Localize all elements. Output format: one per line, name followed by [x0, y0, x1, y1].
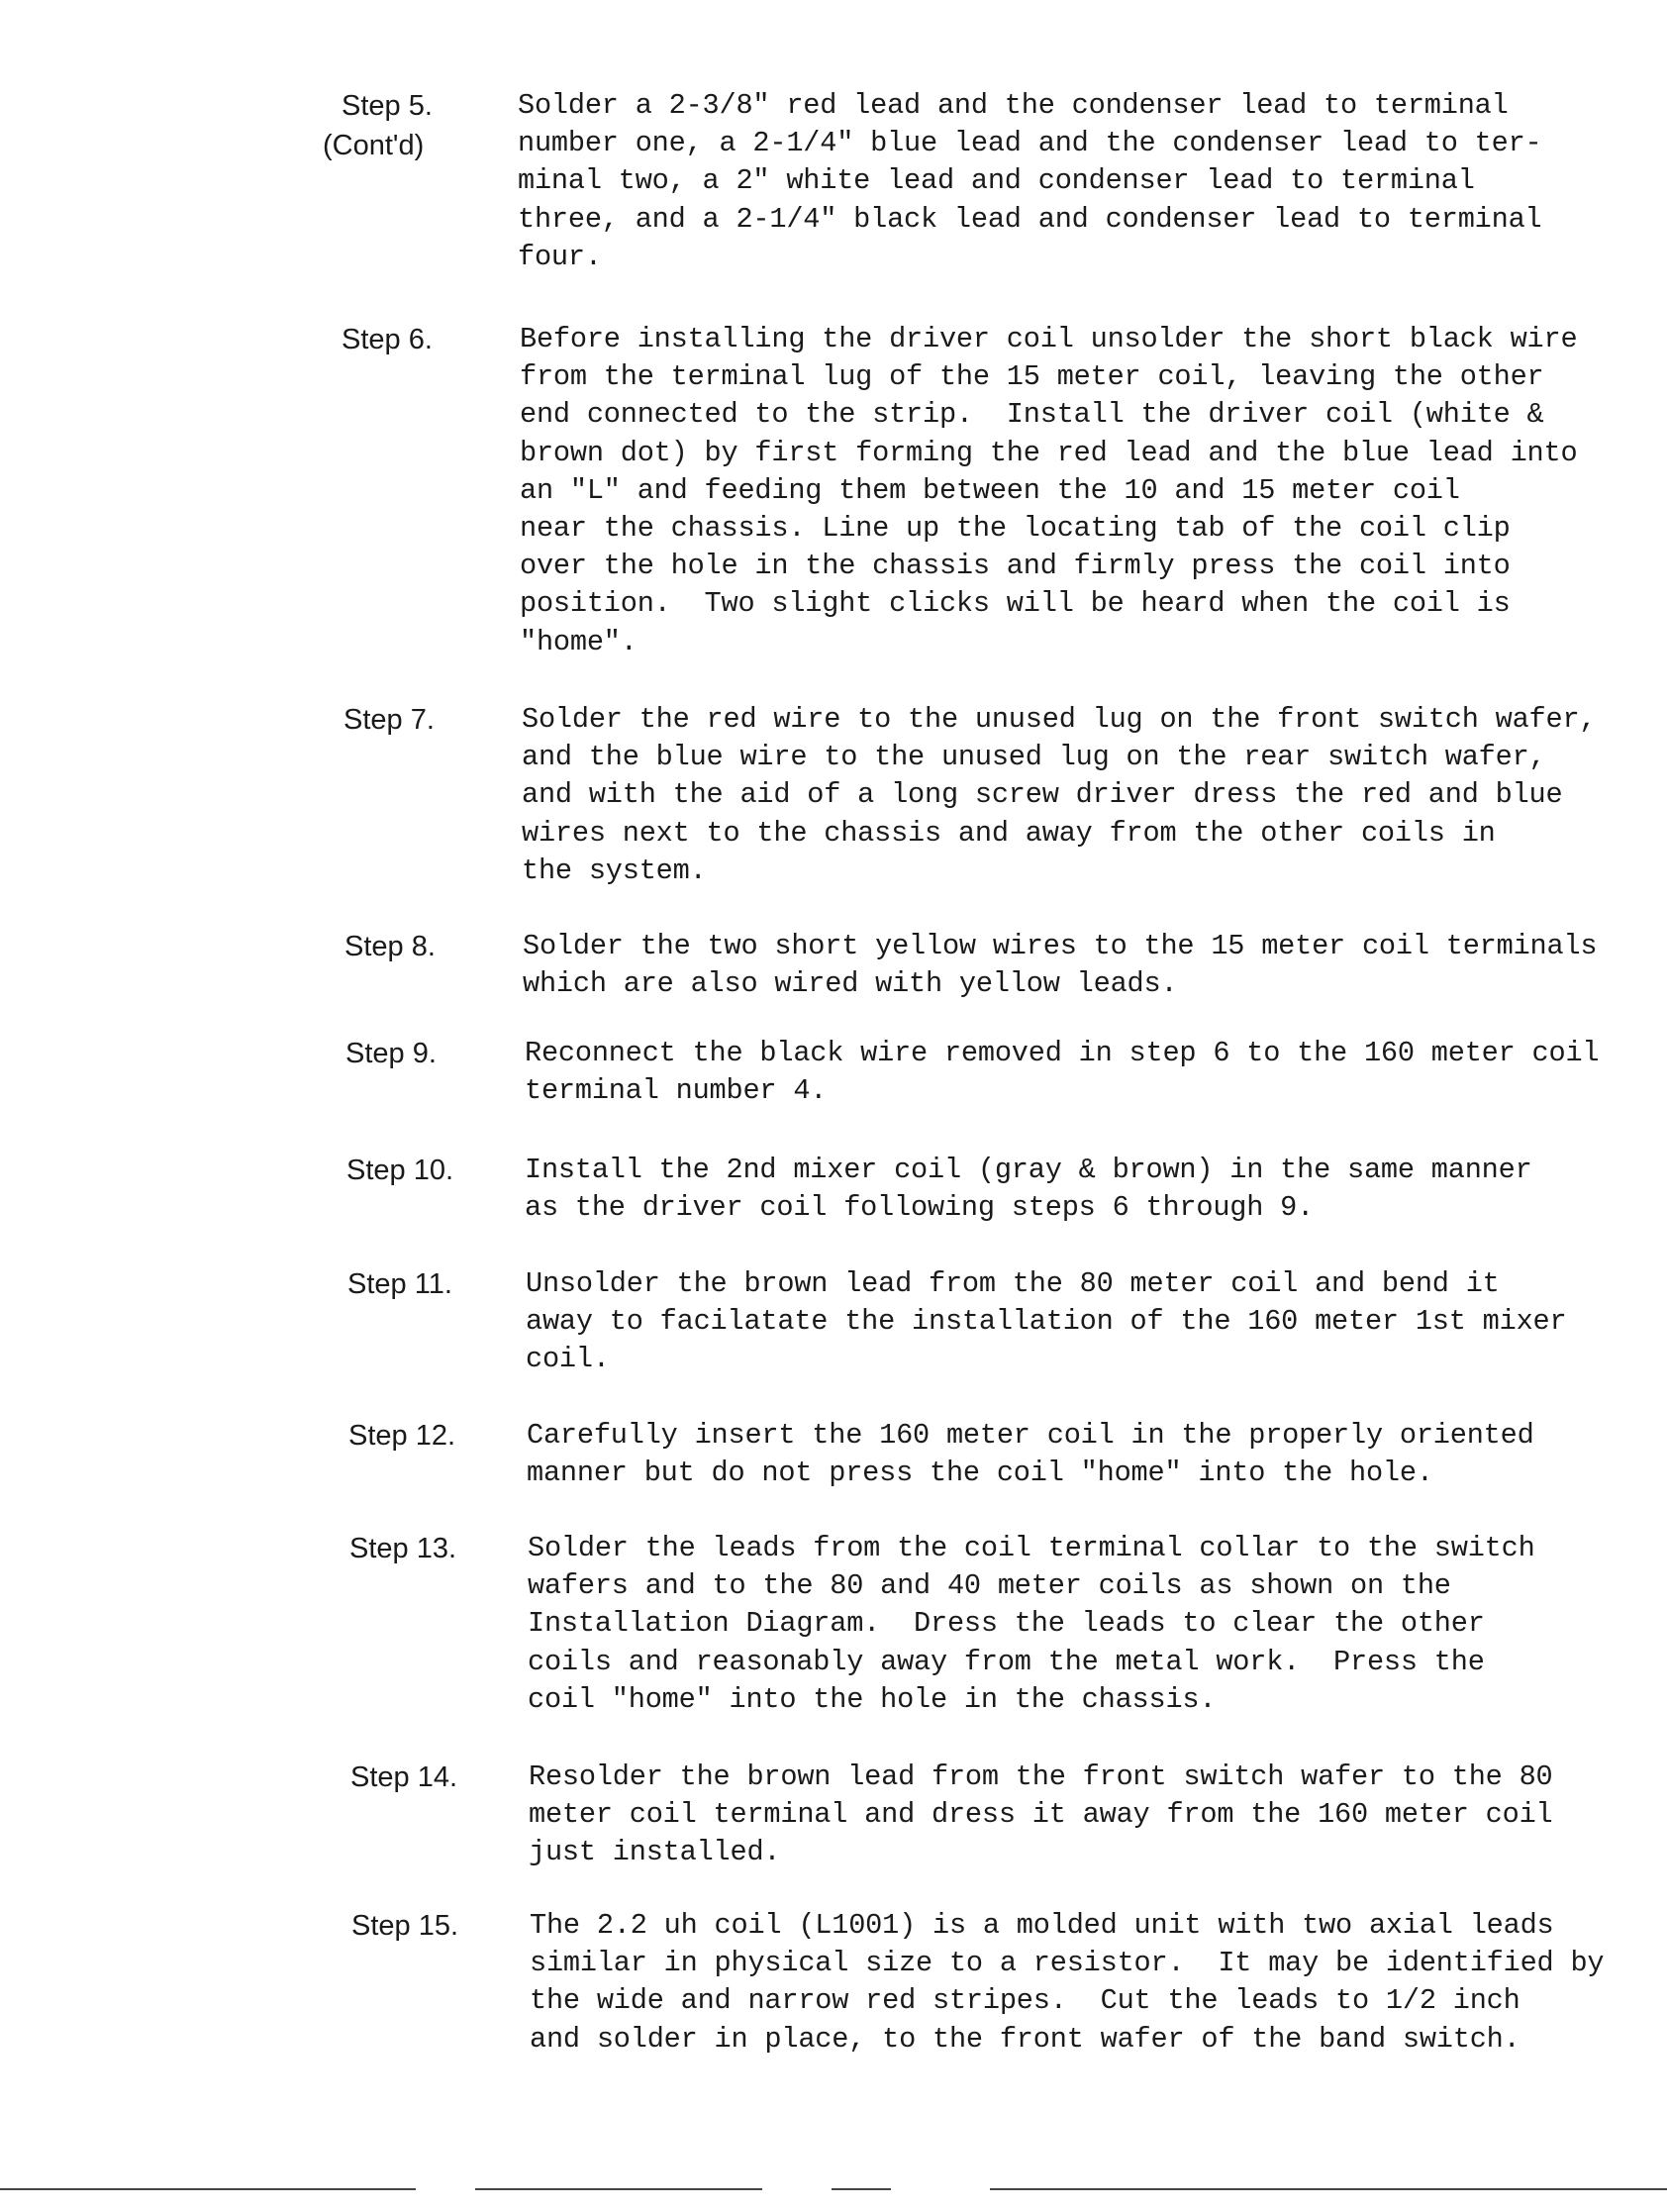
text-line: minal two, a 2" white lead and condenser lead to terminal	[518, 164, 1475, 198]
text-line: the wide and narrow red stripes. Cut the leads to 1/2 inch	[530, 1984, 1520, 2018]
step-sublabel: (Cont'd)	[323, 130, 425, 161]
step-text	[528, 1530, 1535, 1719]
text-line: Reconnect the black wire removed in step 6 to the 160 meter coil	[525, 1037, 1600, 1069]
text-line: The 2.2 uh coil (L1001) is a molded unit with two axial leads	[530, 1909, 1554, 1942]
text-line: near the chassis. Line up the locating tab of the coil clip	[520, 512, 1511, 546]
step-label: Step 12.	[348, 1420, 456, 1452]
step-text	[526, 1265, 1566, 1379]
text-line: similar in physical size to a resistor. It may be identified by	[530, 1947, 1605, 1980]
text-line: from the terminal lug of the 15 meter coil, leaving the other	[520, 360, 1544, 394]
text-line: wafers and to the 80 and 40 meter coils as shown on the	[528, 1569, 1451, 1603]
bottom-rule	[832, 2188, 891, 2190]
step-text	[525, 1035, 1599, 1110]
step-text	[523, 928, 1597, 1003]
text-line: three, and a 2-1/4" black lead and condenser lead to terminal	[518, 202, 1542, 236]
step-label: Step 10.	[346, 1155, 454, 1186]
step-text	[530, 1907, 1604, 2059]
step-label: Step 11.	[347, 1268, 452, 1300]
text-line: "home".	[520, 625, 637, 658]
text-line: four.	[518, 240, 602, 273]
text-line: coil "home" into the hole in the chassis.	[528, 1682, 1217, 1716]
text-line: Carefully insert the 160 meter coil in the properly oriented	[527, 1419, 1534, 1452]
text-line: wires next to the chassis and away from the other coils in	[522, 816, 1496, 850]
text-line: and solder in place, to the front wafer of the band switch.	[530, 2022, 1520, 2056]
text-line: Before installing the driver coil unsolder the short black wire	[520, 323, 1578, 355]
text-line: terminal number 4.	[525, 1074, 828, 1108]
text-line: and the blue wire to the unused lug on the rear switch wafer,	[522, 741, 1546, 774]
step-label: Step 5.	[342, 90, 433, 122]
step-label: Step 8.	[344, 931, 436, 962]
text-line: Install the 2nd mixer coil (gray & brown) in the same manner	[525, 1154, 1532, 1186]
bottom-rule	[990, 2188, 1667, 2190]
text-line: Installation Diagram. Dress the leads to clear the other	[528, 1607, 1485, 1641]
text-line: Solder the two short yellow wires to the 15 meter coil terminals	[523, 930, 1598, 962]
text-line: brown dot) by first forming the red lead and the blue lead into	[520, 436, 1578, 469]
text-line: manner but do not press the coil "home" into the hole.	[527, 1457, 1433, 1490]
text-line: Solder the red wire to the unused lug on the front switch wafer,	[522, 703, 1597, 736]
step-text	[527, 1417, 1534, 1492]
text-line: end connected to the strip. Install the driver coil (white &	[520, 398, 1544, 432]
text-line: position. Two slight clicks will be heard when the coil is	[520, 587, 1511, 621]
step-label: Step 7.	[343, 704, 435, 736]
step-label: Step 15.	[351, 1910, 459, 1942]
bottom-rule	[0, 2188, 416, 2190]
step-label: Step 9.	[345, 1038, 437, 1069]
step-text	[518, 87, 1542, 276]
text-line: which are also wired with yellow leads.	[523, 967, 1178, 1001]
step-text	[525, 1152, 1532, 1227]
text-line: Unsolder the brown lead from the 80 meter coil and bend it	[526, 1267, 1500, 1300]
text-line: Resolder the brown lead from the front switch wafer to the 80	[529, 1760, 1553, 1793]
step-text	[529, 1759, 1553, 1872]
bottom-rule	[475, 2188, 762, 2190]
text-line: over the hole in the chassis and firmly press the coil into	[520, 550, 1511, 583]
step-label: Step 13.	[349, 1533, 457, 1564]
text-line: the system.	[522, 854, 707, 887]
text-line: meter coil terminal and dress it away from the 160 meter coil	[529, 1798, 1553, 1832]
text-line: as the driver coil following steps 6 through 9.	[525, 1191, 1315, 1225]
text-line: number one, a 2-1/4" blue lead and the condenser lead to ter-	[518, 127, 1542, 160]
step-label: Step 14.	[350, 1761, 458, 1793]
step-label: Step 6.	[342, 324, 433, 355]
step-text	[520, 321, 1577, 661]
text-line: Solder the leads from the coil terminal collar to the switch	[528, 1532, 1535, 1564]
text-line: and with the aid of a long screw driver dress the red and blue	[522, 778, 1563, 812]
text-line: away to facilatate the installation of the 160 meter 1st mixer	[526, 1305, 1567, 1339]
text-line: coils and reasonably away from the metal work. Press the	[528, 1645, 1485, 1678]
text-line: an "L" and feeding them between the 10 and 15 meter coil	[520, 473, 1460, 507]
step-text	[522, 701, 1596, 890]
text-line: Solder a 2-3/8" red lead and the condenser lead to terminal	[518, 89, 1509, 122]
text-line: coil.	[526, 1343, 610, 1376]
text-line: just installed.	[529, 1836, 781, 1869]
